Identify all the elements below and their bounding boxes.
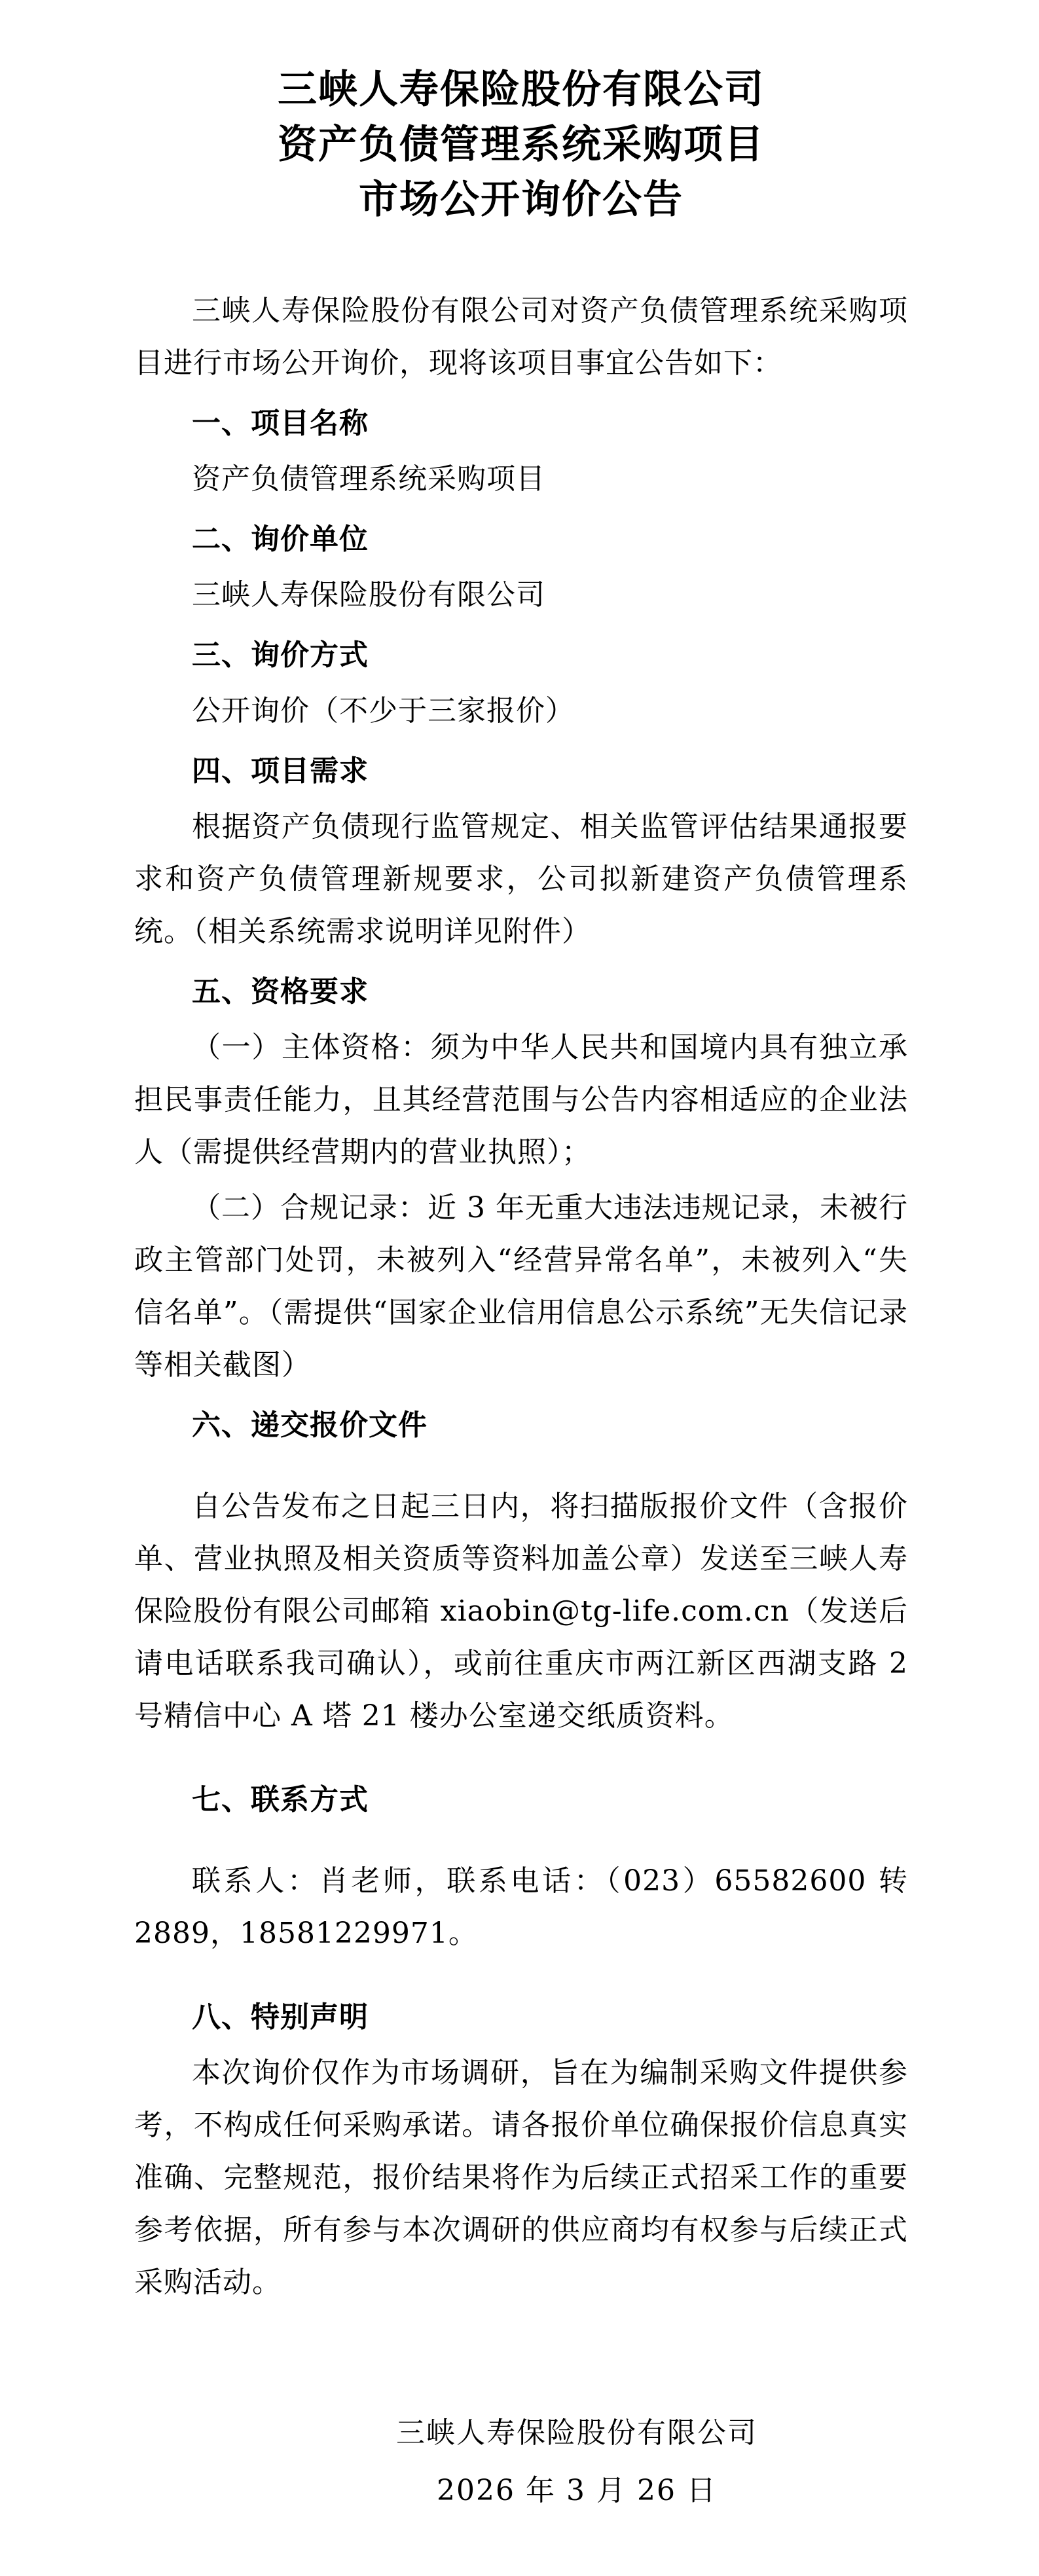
section-paragraph-inquiry-method: 公开询价（不少于三家报价）: [192, 694, 575, 727]
section-paragraph-submission: 自公告发布之日起三日内，将扫描版报价文件（含报价单、营业执照及相关资质等资料加盖公章）发送至三峡人寿保险股份有限公司邮箱 xiaobin@tg-life.com.cn（发送后请电话联系我司确认），或前往重庆市两江新区西湖支路 2 号精信中心 A 塔 21 楼办公室递交纸质资料。: [134, 1490, 908, 1733]
signature-company: 三峡人寿保险股份有限公司: [396, 2416, 757, 2450]
section-paragraph-qualification-2: （二）合规记录：近 3 年无重大违法违规记录，未被行政主管部门处罚，未被列入“经营异常名单”，未被列入“失信名单”。（需提供“国家企业信用信息公示系统”无失信记录等相关截图）: [134, 1191, 908, 1382]
intro-paragraph: 三峡人寿保险股份有限公司对资产负债管理系统采购项目进行市场公开询价，现将该项目事宜公告如下：: [134, 294, 908, 380]
title-line-2: 资产负债管理系统采购项目: [278, 122, 765, 168]
signature-date: 2026 年 3 月 26 日: [437, 2474, 717, 2507]
section-heading-inquiry-unit: 二、询价单位: [192, 523, 369, 556]
section-paragraph-inquiry-unit: 三峡人寿保险股份有限公司: [192, 578, 545, 612]
title-line-3: 市场公开询价公告: [359, 177, 684, 223]
section-heading-project-name: 一、项目名称: [192, 407, 369, 440]
title-line-1: 三峡人寿保险股份有限公司: [278, 67, 765, 113]
section-heading-contact: 七、联系方式: [192, 1783, 369, 1816]
section-paragraph-project-requirements: 根据资产负债现行监管规定、相关监管评估结果通报要求和资产负债管理新规要求，公司拟新建资产负债管理系统。（相关系统需求说明详见附件）: [134, 810, 908, 948]
section-paragraph-qualification-1: （一）主体资格：须为中华人民共和国境内具有独立承担民事责任能力，且其经营范围与公告内容相适应的企业法人（需提供经营期内的营业执照）；: [134, 1031, 908, 1169]
section-heading-statement: 八、特别声明: [192, 2000, 369, 2034]
section-heading-inquiry-method: 三、询价方式: [192, 638, 369, 672]
section-paragraph-statement: 本次询价仅作为市场调研，旨在为编制采购文件提供参考，不构成任何采购承诺。请各报价单位确保报价信息真实准确、完整规范，报价结果将作为后续正式招采工作的重要参考依据，所有参与本次调研的供应商均有权参与后续正式采购活动。: [134, 2056, 908, 2299]
document-body: [134, 285, 908, 2309]
section-heading-qualification: 五、资格要求: [192, 975, 369, 1008]
section-paragraph-contact: 联系人：肖老师，联系电话：（023）65582600 转 2889，18581229971。: [134, 1864, 908, 1950]
document-title: [134, 62, 908, 227]
signature-block: [396, 2407, 757, 2517]
section-heading-project-requirements: 四、项目需求: [192, 754, 369, 788]
section-paragraph-project-name: 资产负债管理系统采购项目: [192, 462, 545, 496]
section-heading-submission: 六、递交报价文件: [192, 1408, 428, 1442]
